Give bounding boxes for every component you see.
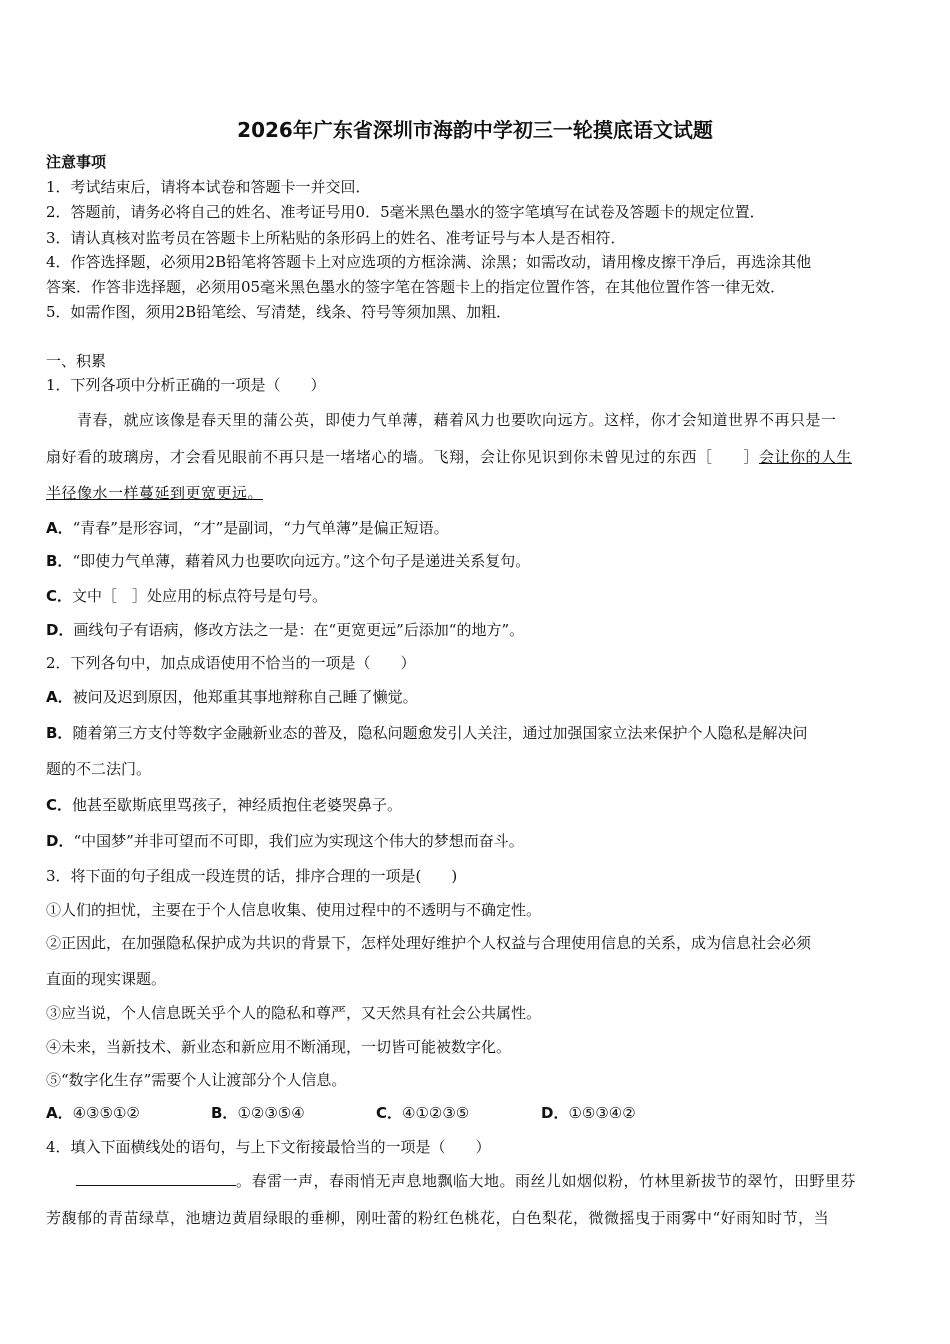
- notice-item: 5．如需作图，须用2B铅笔绘、写清楚，线条、符号等须加黑、加粗．: [46, 303, 512, 321]
- option-text: “中国梦”并非可望而不可即，我们应为实现这个伟大的梦想而奋斗。: [73, 832, 524, 850]
- notice-item: 3．请认真核对监考员在答题卡上所粘贴的条形码上的姓名、准考证号与本人是否相符．: [46, 229, 626, 247]
- option-text: 画线句子有语病，修改方法之一是：在“更宽更远”后添加“的地方”。: [73, 621, 525, 639]
- notice-item: 4．作答选择题，必须用2B铅笔将答题卡上对应选项的方框涂满、涂黑；如需改动，请用橡皮擦干净后，再选涂其他: [46, 253, 812, 271]
- option-item: [46, 759, 151, 779]
- choice-label: D．: [541, 1104, 569, 1122]
- choice-item: [541, 1103, 706, 1123]
- option-label: D．: [46, 832, 74, 850]
- choice-item: [376, 1103, 541, 1123]
- question-stem: 4．填入下面横线处的语句，与上下文衔接最恰当的一项是（ ）: [46, 1138, 491, 1156]
- choice-text: ④①②③⑤: [402, 1104, 470, 1122]
- section-heading: 一、积累: [46, 352, 107, 370]
- underlined-sentence: 半径像水一样蔓延到更宽更远。: [46, 484, 264, 502]
- choice-text: ①⑤③④②: [568, 1104, 636, 1122]
- question-stem: 2．下列各句中，加点成语使用不恰当的一项是（ ）: [46, 654, 416, 672]
- sentence-item: 直面的现实课题。: [46, 970, 167, 988]
- passage-text: 。春雷一声，春雨悄无声息地飘临大地。雨丝儿如烟似粉，竹林里新拔节的翠竹，田野里芬: [236, 1172, 857, 1190]
- option-label: D．: [46, 621, 74, 639]
- choice-item: [46, 1103, 211, 1123]
- option-label: B．: [46, 724, 73, 742]
- choice-label: C．: [376, 1104, 403, 1122]
- option-item: [46, 795, 402, 815]
- option-text: 题的不二法门。: [46, 760, 152, 778]
- option-label: A．: [46, 519, 73, 537]
- option-text: 随着第三方支付等数字金融新业态的普及，隐私问题愈发引人关注，通过加强国家立法来保护个人隐私是解决问: [72, 724, 808, 742]
- sentence-item: ②正因此，在加强隐私保护成为共识的背景下，怎样处理好维护个人权益与合理使用信息的关系，成为信息社会必须: [46, 934, 812, 952]
- passage-text: 扇好看的玻璃房，才会看见眼前不再只是一堵堵心的墙。飞翔，会让你见识到你未曾见过的东西［ ］: [46, 448, 760, 466]
- option-label: C．: [46, 587, 73, 605]
- choice-item: [211, 1103, 376, 1123]
- notice-item: 1．考试结束后，请将本试卷和答题卡一并交回．: [46, 178, 371, 196]
- passage-line: 芳馥郁的青苗绿草，池塘边黄眉绿眼的垂柳，刚吐蕾的粉红色桃花，白色梨花，微微摇曳于雨雾中“好雨知时节，当: [46, 1209, 830, 1227]
- option-item: [46, 518, 449, 538]
- passage-line: 青春，就应该像是春天里的蒲公英，即使力气单薄，藉着风力也要吹向远方。这样，你才会知道世界不再只是一: [46, 411, 837, 429]
- option-item: [46, 551, 530, 571]
- notice-heading: 注意事项: [46, 153, 107, 171]
- option-item: [46, 620, 524, 640]
- option-label: A．: [46, 688, 73, 706]
- sentence-item: ③应当说，个人信息既关乎个人的隐私和尊严，又天然具有社会公共属性。: [46, 1004, 542, 1022]
- option-text: “青春”是形容词，“才”是副词，“力气单薄”是偏正短语。: [72, 519, 449, 537]
- notice-item: 2．答题前，请务必将自己的姓名、准考证号用0．5毫米黑色墨水的签字笔填写在试卷及答题卡的规定位置．: [46, 203, 765, 221]
- option-text: 他甚至歇斯底里骂孩子，神经质抱住老婆哭鼻子。: [72, 796, 403, 814]
- option-item: [46, 687, 418, 707]
- option-text: “即使力气单薄，藉着风力也要吹向远方。”这个句子是递进关系复句。: [72, 552, 531, 570]
- option-text: 文中［ ］处应用的标点符号是句号。: [72, 587, 328, 605]
- choice-label: B．: [211, 1104, 238, 1122]
- option-label: C．: [46, 796, 73, 814]
- option-label: B．: [46, 552, 73, 570]
- choice-label: A．: [46, 1104, 73, 1122]
- option-item: [46, 586, 327, 606]
- question-stem: 3．将下面的句子组成一段连贯的话，排序合理的一项是( ): [46, 867, 458, 885]
- notice-item: 答案．作答非选择题，必须用05毫米黑色墨水的签字笔在答题卡上的指定位置作答，在其他位置作答一律无效．: [46, 278, 786, 296]
- sentence-item: ⑤“数字化生存”需要个人让渡部分个人信息。: [46, 1071, 347, 1089]
- underlined-sentence: 会让你的人生: [759, 448, 853, 466]
- passage-line: [46, 1171, 856, 1191]
- sentence-item: ①人们的担忧，主要在于个人信息收集、使用过程中的不透明与不确定性。: [46, 901, 542, 919]
- choice-row: [46, 1103, 706, 1123]
- option-item: [46, 831, 524, 851]
- option-item: [46, 723, 807, 743]
- question-stem: 1．下列各项中分析正确的一项是（ ）: [46, 376, 326, 394]
- choice-text: ①②③⑤④: [237, 1104, 305, 1122]
- fill-blank-line: [76, 1171, 236, 1186]
- option-text: 被问及迟到原因，他郑重其事地辩称自己睡了懒觉。: [72, 688, 418, 706]
- choice-text: ④③⑤①②: [72, 1104, 140, 1122]
- sentence-item: ④未来，当新技术、新业态和新应用不断涌现，一切皆可能被数字化。: [46, 1038, 512, 1056]
- passage-line: [46, 447, 852, 467]
- page-title: 2026年广东省深圳市海韵中学初三一轮摸底语文试题: [237, 118, 713, 142]
